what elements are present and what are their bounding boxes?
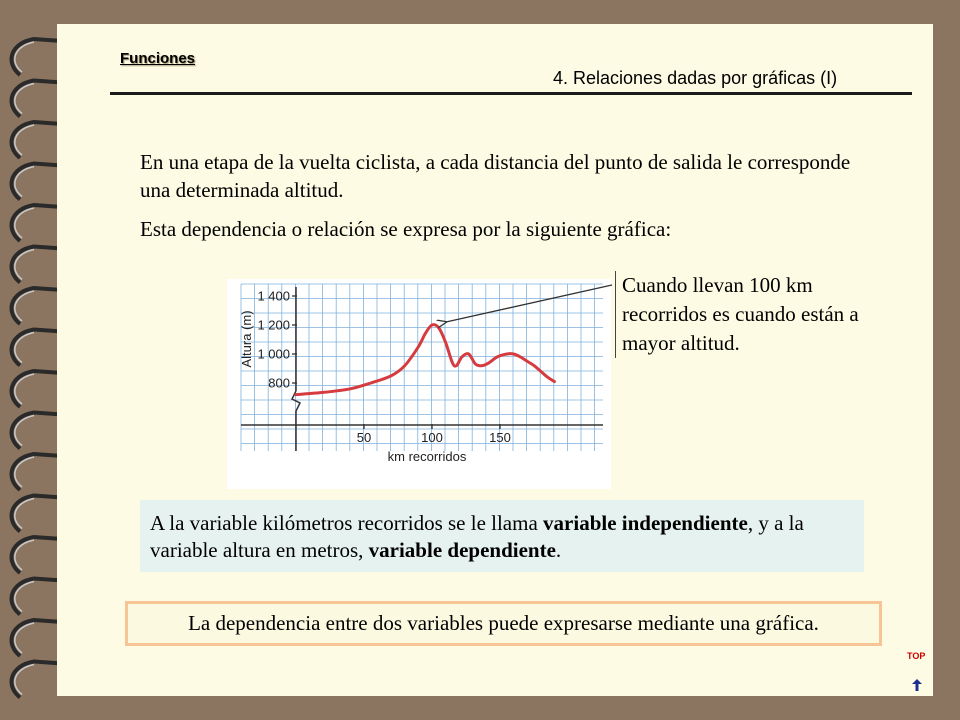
y-tick-label: 800 (268, 375, 290, 391)
chart-axes (241, 287, 603, 451)
definition-text-1: A la variable kilómetros recorridos se le llama (150, 511, 544, 535)
chart-xlabel: km recorridos (387, 449, 467, 464)
conclusion-box: La dependencia entre dos variables puede expresarse mediante una gráfica. (125, 601, 882, 646)
relation-paragraph: Esta dependencia o relación se expresa por la siguiente gráfica: (140, 217, 672, 241)
dependent-variable-term: variable dependiente (368, 538, 556, 562)
up-arrow-icon[interactable] (911, 678, 923, 692)
x-tick-label: 50 (356, 430, 372, 445)
independent-variable-term: variable independiente (543, 511, 748, 535)
definition-box (140, 500, 864, 572)
top-link[interactable]: TOP (907, 651, 926, 661)
altitude-line (296, 325, 554, 395)
y-tick-label: 1 400 (257, 288, 290, 304)
definition-text-3: . (555, 538, 562, 562)
chart-ylabel: Altura (m) (239, 310, 254, 368)
definition-text-2: , y a la variable altura en metros, (150, 511, 804, 562)
x-tick-label: 100 (421, 430, 443, 445)
altitude-chart (227, 279, 611, 489)
intro-paragraph: En una etapa de la vuelta ciclista, a cada distancia del punto de salida le corresponde una determinada altitud. (140, 150, 851, 202)
x-tick-label: 150 (489, 430, 511, 445)
y-tick-label: 1 200 (257, 317, 290, 333)
header-divider (110, 92, 912, 95)
max-altitude-note: Cuando llevan 100 km recorridos es cuando están a mayor altitud. (615, 271, 902, 358)
y-tick-label: 1 000 (257, 346, 290, 362)
altitude-chart-svg (227, 279, 611, 489)
page-title[interactable]: Funciones (120, 50, 196, 67)
section-subtitle: 4. Relaciones dadas por gráficas (I) (553, 68, 838, 88)
